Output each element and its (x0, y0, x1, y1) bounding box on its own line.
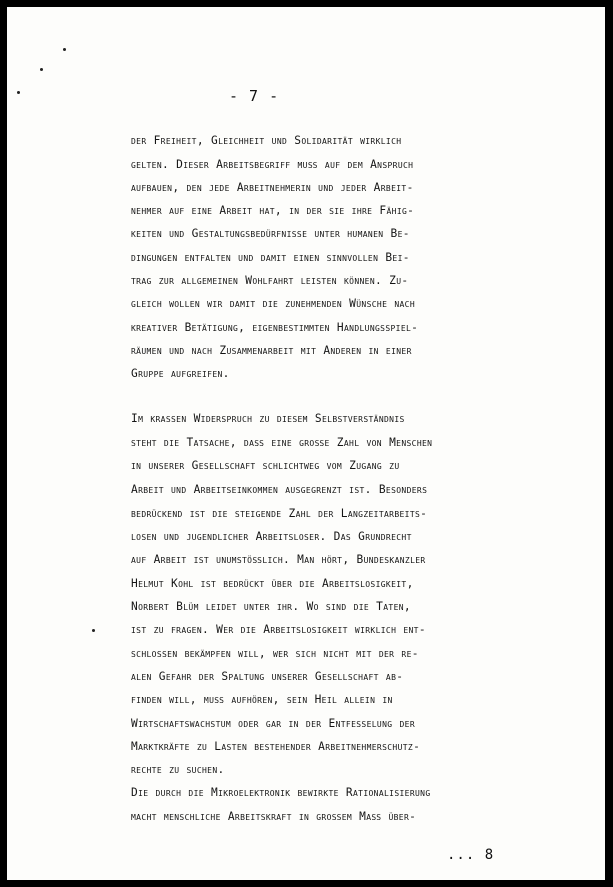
text-line: steht die Tatsache, daß eine große Zahl von Menschen (131, 436, 433, 449)
text-line: in unserer Gesellschaft schlichtweg vom Zugang zu (131, 459, 400, 472)
scan-speck (63, 48, 66, 51)
text-line: alen Gefahr der Spaltung unserer Gesellschaft ab- (131, 670, 404, 683)
text-line: Norbert Blüm leidet unter ihr. Wo sind die Taten, (131, 600, 412, 613)
text-line: nehmer auf eine Arbeit hat, in der sie ihre Fähig- (131, 204, 415, 217)
scan-speck (92, 629, 95, 632)
text-line: Die durch die Mikroelektronik bewirkte Rationalisierung (131, 786, 431, 799)
text-line: finden will, muß aufhören, sein Heil allein in (131, 693, 393, 706)
text-line: Gruppe aufgreifen. (131, 367, 230, 380)
document-page (7, 7, 605, 880)
page-number: - 7 - (229, 87, 280, 105)
text-line: schlossen bekämpfen will, wer sich nicht mit der re- (131, 647, 419, 660)
text-line: räumen und nach Zusammenarbeit mit Anderen in einer (131, 344, 412, 357)
text-line: Helmut Kohl ist bedrückt über die Arbeitslosigkeit, (131, 577, 414, 590)
text-line: Im krassen Widerspruch zu diesem Selbstverständnis (131, 412, 405, 425)
text-line: macht menschliche Arbeitskraft in großem Maß über- (131, 810, 417, 823)
text-line: Wirtschaftswachstum oder gar in der Entfesselung der (131, 717, 416, 730)
scan-speck (40, 68, 43, 71)
text-line: bedrückend ist die steigende Zahl der Langzeitarbeits- (131, 507, 428, 520)
text-line: kreativer Betätigung, eigenbestimmten Handlungsspiel- (131, 321, 419, 334)
text-line: rechte zu suchen. (131, 763, 225, 776)
text-line: gelten. Dieser Arbeitsbegriff muß auf dem Anspruch (131, 158, 414, 171)
continuation-marker: ... 8 (447, 847, 495, 863)
text-line: keiten und Gestaltungsbedürfnisse unter humanen Be- (131, 227, 410, 240)
text-line: trag zur allgemeinen Wohlfahrt leisten können. Zu- (131, 274, 409, 287)
text-line: Marktkräfte zu Lasten bestehender Arbeitnehmerschutz- (131, 740, 421, 753)
text-line: Arbeit und Arbeitseinkommen ausgegrenzt ist. Besonders (131, 483, 428, 496)
text-line: losen und jugendlicher Arbeitsloser. Das Grundrecht (131, 530, 412, 543)
text-line: ist zu fragen. Wer die Arbeitslosigkeit wirklich ent- (131, 623, 426, 636)
text-line: dingungen entfalten und damit einen sinnvollen Bei- (131, 251, 410, 264)
text-line: gleich wollen wir damit die zunehmenden Wünsche nach (131, 297, 416, 310)
text-line: der Freiheit, Gleichheit und Solidarität wirklich (131, 134, 402, 147)
text-line: auf Arbeit ist unumstößlich. Man hört, Bundeskanzler (131, 553, 426, 566)
scan-speck (17, 91, 20, 94)
text-line: aufbauen, den jede Arbeitnehmerin und jeder Arbeit- (131, 181, 414, 194)
